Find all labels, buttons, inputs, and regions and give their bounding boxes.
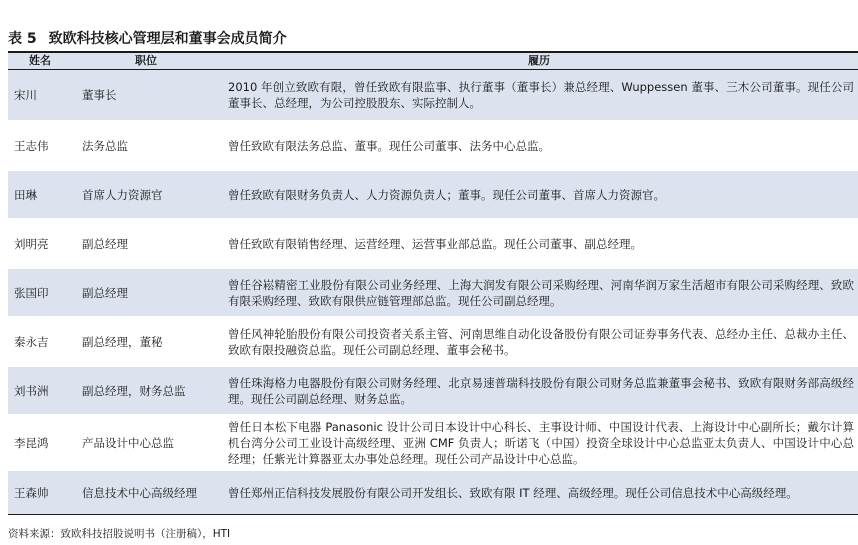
table-row [8, 470, 858, 515]
cell-resume: 曾任谷崧精密工业股份有限公司业务经理、上海大润发有限公司采购经理、河南华润万家生活超市有限公司采购经理、致欧有限采购经理、致欧有限供应链管理部总监。现任公司副总经理。 [220, 268, 858, 318]
cell-position: 信息技术中心高级经理 [72, 470, 220, 515]
cell-name: 秦永吉 [8, 318, 72, 366]
cell-resume: 曾任风神轮胎股份有限公司投资者关系主管、河南思维自动化设备股份有限公司证券事务代表、总经办主任、总裁办主任、致欧有限投融资总监。现任公司副总经理、董事会秘书。 [220, 318, 858, 366]
cell-position: 产品设计中心总监 [72, 416, 220, 470]
table-number: 表 5 [8, 31, 37, 47]
cell-position: 副总经理 [72, 268, 220, 318]
cell-position: 副总经理，财务总监 [72, 366, 220, 416]
cell-resume: 曾任致欧有限财务负责人、人力资源负责人；董事。现任公司董事、首席人力资源官。 [220, 170, 858, 220]
cell-position: 副总经理，董秘 [72, 318, 220, 366]
cell-resume: 曾任郑州正信科技发展股份有限公司开发组长、致欧有限 IT 经理、高级经理。现任公司信息技术中心高级经理。 [220, 470, 858, 515]
header-resume: 履历 [220, 53, 858, 70]
cell-name: 王森帅 [8, 470, 72, 515]
header-name: 姓名 [8, 53, 72, 70]
cell-position: 首席人力资源官 [72, 170, 220, 220]
source-note: 资料来源：致欧科技招股说明书（注册稿），HTI [8, 528, 231, 540]
cell-resume: 2010 年创立致欧有限，曾任致欧有限监事、执行董事（董事长）兼总经理、Wuppessen 董事、三木公司董事。现任公司董事长、总经理，为公司控股股东、实际控制人。 [220, 70, 858, 122]
cell-resume: 曾任日本松下电器 Panasonic 设计公司日本设计中心科长、主事设计师、中国设计代表、上海设计中心副所长；戴尔计算机台湾分公司工业设计高级经理、亚洲 CMF 负责人；昕诺飞（中国）投资全球设计中心总监亚太负责人、中国设计中心总经理；任紫光计算器亚太办事处总经理。现任公司产品设计中心总监。 [220, 416, 858, 470]
table-row [8, 70, 858, 122]
cell-position: 副总经理 [72, 220, 220, 268]
cell-name: 刘明亮 [8, 220, 72, 268]
table-row [8, 220, 858, 268]
table-row [8, 268, 858, 318]
cell-name: 刘书洲 [8, 366, 72, 416]
cell-resume: 曾任致欧有限销售经理、运营经理、运营事业部总监。现任公司董事、副总经理。 [220, 220, 858, 268]
table-title: 致欧科技核心管理层和董事会成员简介 [48, 31, 287, 47]
table-caption [8, 28, 287, 50]
management-table [8, 53, 858, 515]
header-position: 职位 [72, 53, 220, 70]
table-row [8, 416, 858, 470]
cell-name: 李昆鸿 [8, 416, 72, 470]
cell-name: 张国印 [8, 268, 72, 318]
cell-position: 董事长 [72, 70, 220, 122]
cell-position: 法务总监 [72, 122, 220, 170]
cell-name: 宋川 [8, 70, 72, 122]
table-row [8, 122, 858, 170]
cell-resume: 曾任致欧有限法务总监、董事。现任公司董事、法务中心总监。 [220, 122, 858, 170]
table-row [8, 170, 858, 220]
cell-resume: 曾任珠海格力电器股份有限公司财务经理、北京易速普瑞科技股份有限公司财务总监兼董事会秘书、致欧有限财务部高级经理。现任公司副总经理、财务总监。 [220, 366, 858, 416]
table-header-row [8, 53, 858, 70]
table-row [8, 318, 858, 366]
cell-name: 王志伟 [8, 122, 72, 170]
table-row [8, 366, 858, 416]
cell-name: 田琳 [8, 170, 72, 220]
